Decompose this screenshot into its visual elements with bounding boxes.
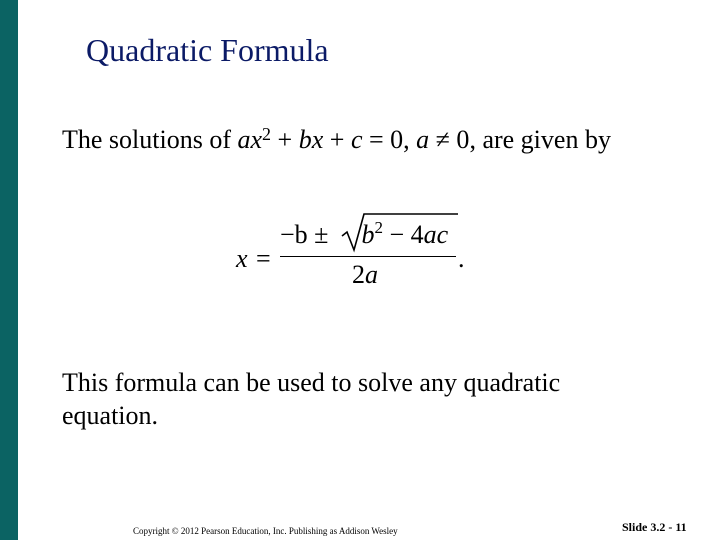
sidebar-accent-bar <box>0 0 18 540</box>
ac-term: ac <box>423 220 449 249</box>
var-x: x <box>250 125 263 154</box>
slide-title: Quadratic Formula <box>86 32 329 68</box>
exponent: 2 <box>262 124 272 144</box>
var-c: c <box>350 125 363 154</box>
copyright-footer: Copyright © 2012 Pearson Education, Inc. Publishing as Addison Wesley <box>133 526 398 536</box>
den-var: a <box>365 260 378 289</box>
slide-number: Slide 3.2 - 11 <box>622 520 687 534</box>
minus-four: − 4 <box>389 220 424 249</box>
minus-b: −b <box>280 220 308 249</box>
var-x-2: x <box>311 125 324 154</box>
formula-denominator <box>352 260 378 290</box>
quadratic-formula <box>232 208 482 298</box>
var-a: a <box>237 125 251 154</box>
plus-1: + <box>271 125 299 154</box>
equals-zero: = 0, <box>362 125 417 154</box>
not-equal-zero: ≠ 0 <box>429 125 470 154</box>
plus-minus: ± <box>314 220 329 249</box>
note-text: This formula can be used to solve any quadratic equation. <box>62 368 561 430</box>
formula-lhs: x <box>236 244 248 273</box>
plus-2: + <box>323 125 351 154</box>
formula-period: . <box>458 244 465 273</box>
formula-statement <box>62 125 611 155</box>
radical-sign <box>340 212 460 254</box>
formula-equals: = <box>256 244 271 273</box>
var-b: b <box>298 125 312 154</box>
var-a-2: a <box>416 125 430 154</box>
statement-suffix: , are given by <box>469 125 611 154</box>
b-squared-exp: 2 <box>374 218 383 237</box>
statement-prefix: The solutions of <box>62 125 238 154</box>
b-squared-base: b <box>361 220 375 249</box>
den-coeff: 2 <box>352 260 365 289</box>
fraction-bar <box>280 256 456 257</box>
